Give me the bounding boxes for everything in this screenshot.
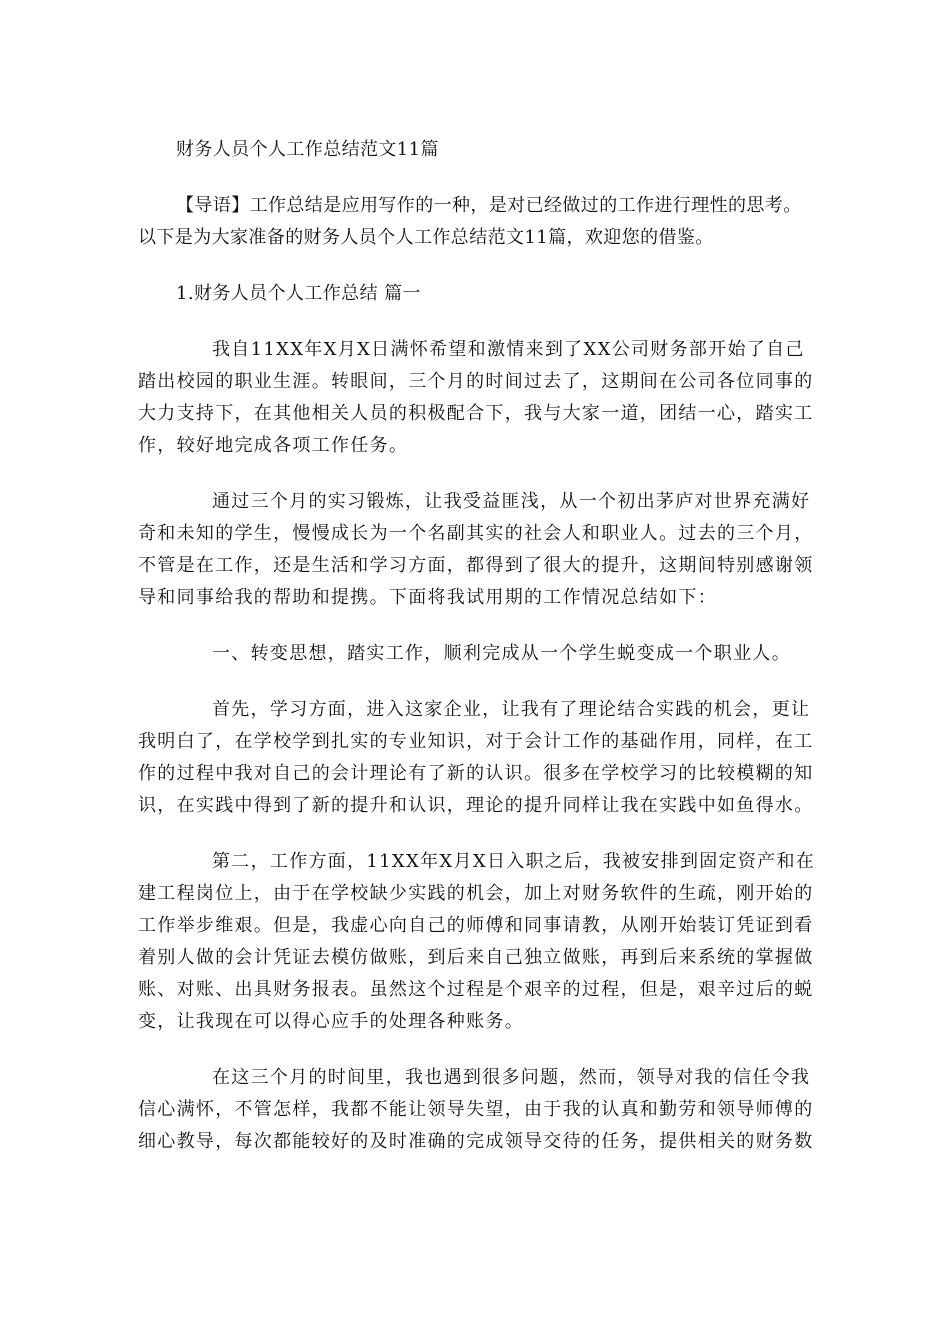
- paragraph-line: 作，较好地完成各项工作任务。: [138, 435, 409, 456]
- subsection-heading: 一、转变思想，踏实工作，顺利完成从一个学生蜕变成一个职业人。: [212, 643, 791, 664]
- paragraph-line: 信心满怀，不管怎样，我都不能让领导失望，由于我的认真和勤劳和领导师傅的: [138, 1099, 814, 1120]
- paragraph-line: 作的过程中我对自己的会计理论有了新的认识。很多在学校学习的比较模糊的知: [138, 763, 814, 784]
- paragraph-line: 大力支持下，在其他相关人员的积极配合下，我与大家一道，团结一心，踏实工: [138, 403, 814, 424]
- paragraph-line: 导和同事给我的帮助和提携。下面将我试用期的工作情况总结如下：: [138, 587, 717, 608]
- paragraph-line: 第二，工作方面，11XX年X月X日入职之后，我被安排到固定资产和在: [212, 851, 816, 872]
- document-title: 财务人员个人工作总结范文11篇: [176, 139, 439, 160]
- paragraph-line: 不管是在工作，还是生活和学习方面，都得到了很大的提升，这期间特别感谢领: [138, 555, 814, 576]
- paragraph-line: 奇和未知的学生，慢慢成长为一个名副其实的社会人和职业人。过去的三个月，: [138, 523, 814, 544]
- paragraph-line: 识，在实践中得到了新的提升和认识，理论的提升同样让我在实践中如鱼得水。: [138, 795, 814, 816]
- intro-line: 【导语】工作总结是应用写作的一种，是对已经做过的工作进行理性的思考。: [176, 195, 802, 216]
- paragraph-line: 建工程岗位上，由于在学校缺少实践的机会，加上对财务软件的生疏，刚开始的: [138, 883, 814, 904]
- paragraph-line: 通过三个月的实习锻炼，让我受益匪浅，从一个初出茅庐对世界充满好: [212, 491, 811, 512]
- paragraph-line: 细心教导，每次都能较好的及时准确的完成领导交待的任务，提供相关的财务数: [138, 1131, 814, 1152]
- paragraph-line: 我自11XX年X月X日满怀希望和激情来到了XX公司财务部开始了自己: [212, 339, 805, 360]
- paragraph-line: 首先，学习方面，进入这家企业，让我有了理论结合实践的机会，更让: [212, 699, 811, 720]
- paragraph-line: 我明白了，在学校学到扎实的专业知识，对于会计工作的基础作用，同样，在工: [138, 731, 814, 752]
- section-heading: 1.财务人员个人工作总结 篇一: [176, 283, 421, 304]
- paragraph-line: 工作举步维艰。但是，我虚心向自己的师傅和同事请教，从刚开始装订凭证到看: [138, 915, 814, 936]
- paragraph-line: 账、对账、出具财务报表。虽然这个过程是个艰辛的过程，但是，艰辛过后的蜕: [138, 979, 814, 1000]
- paragraph-line: 着别人做的会计凭证去模仿做账，到后来自己独立做账，再到后来系统的掌握做: [138, 947, 814, 968]
- paragraph-line: 在这三个月的时间里，我也遇到很多问题，然而，领导对我的信任令我: [212, 1067, 811, 1088]
- intro-line: 以下是为大家准备的财务人员个人工作总结范文11篇，欢迎您的借鉴。: [138, 227, 714, 248]
- paragraph-line: 踏出校园的职业生涯。转眼间，三个月的时间过去了，这期间在公司各位同事的: [138, 371, 814, 392]
- paragraph-line: 变，让我现在可以得心应手的处理各种账务。: [138, 1011, 524, 1032]
